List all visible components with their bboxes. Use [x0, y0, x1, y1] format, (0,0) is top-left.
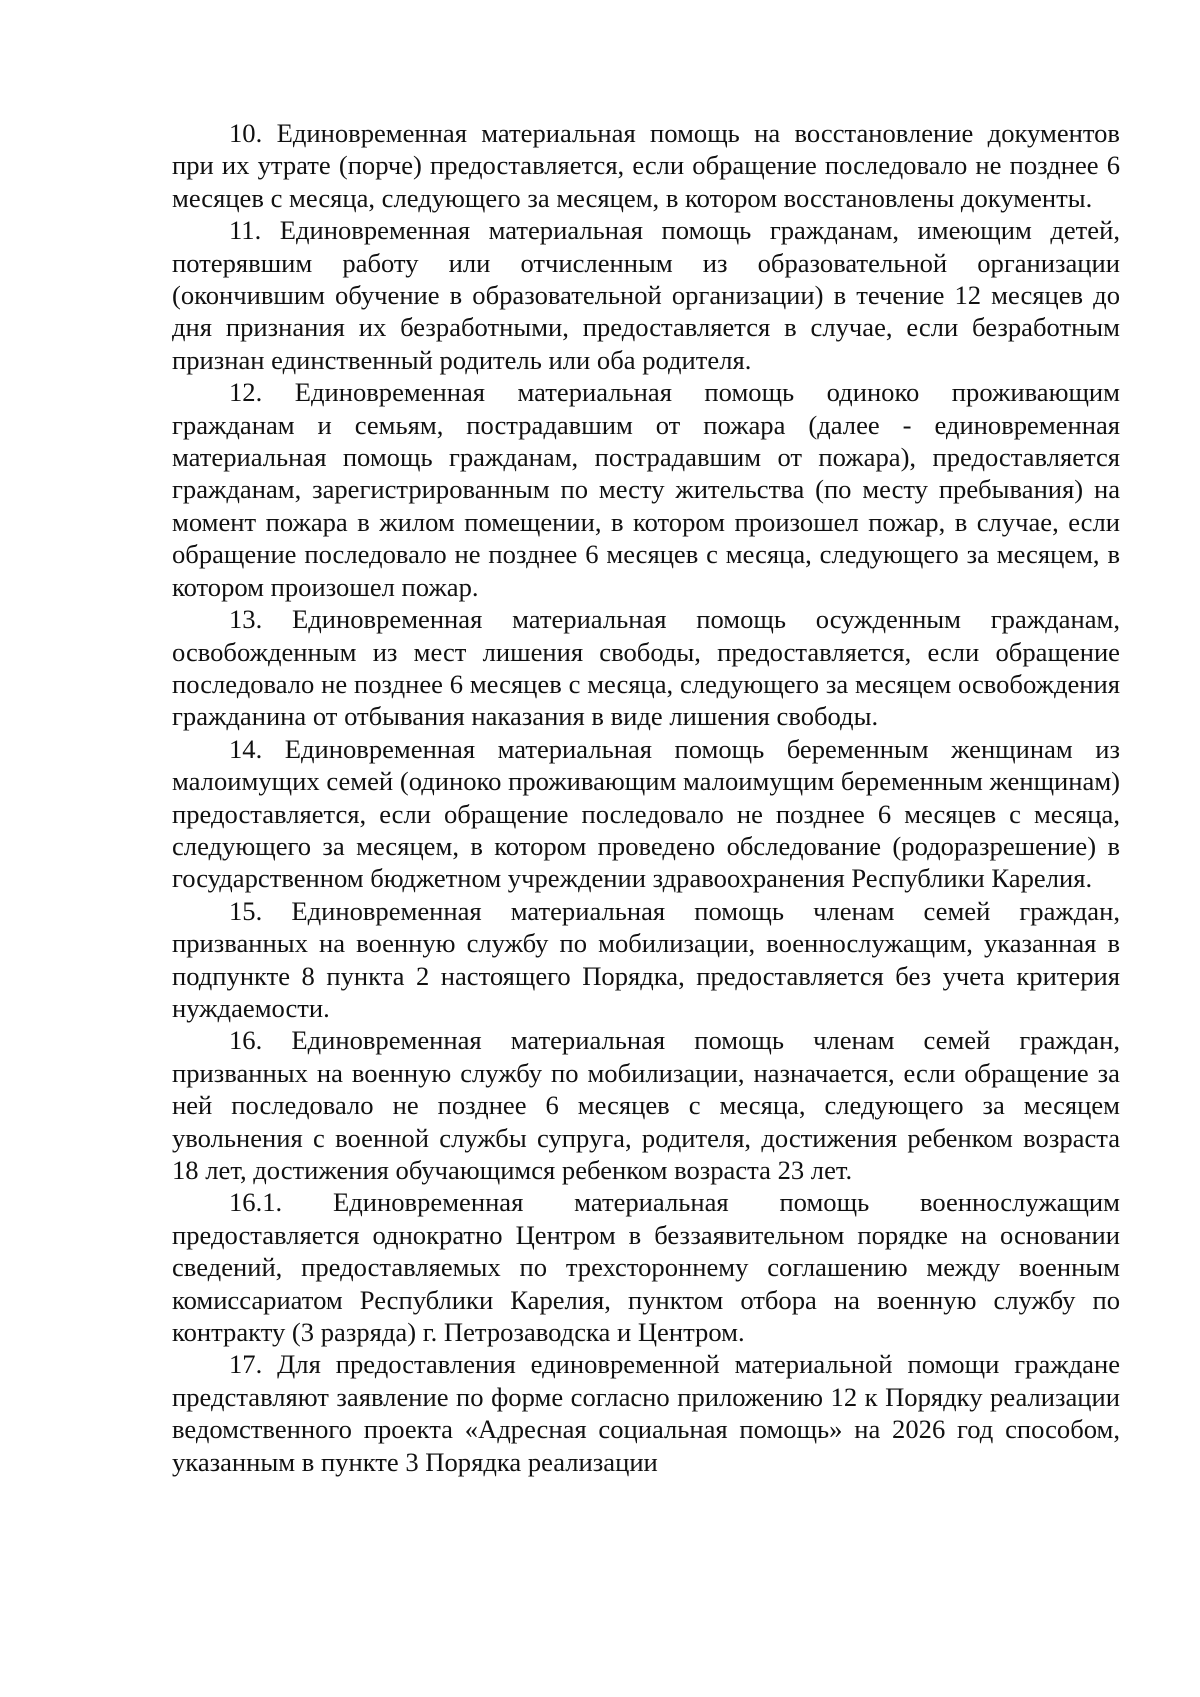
paragraph-13: 13. Единовременная материальная помощь осужденным гражданам, освобожденным из мест лишения свободы, предоставляется, если обращение последовало не позднее 6 месяцев с месяца, следующего за месяцем освобождения гражданина от отбывания наказания в виде лишения свободы. [172, 604, 1120, 732]
paragraph-16-1: 16.1. Единовременная материальная помощь военнослужащим предоставляется однократно Центром в беззаявительном порядке на основании сведений, предоставляемых по трехстороннему соглашению между военным комиссариатом Республики Карелия, пунктом отбора на военную службу по контракту (3 разряда) г. Петрозаводска и Центром. [172, 1187, 1120, 1348]
paragraph-17: 17. Для предоставления единовременной материальной помощи граждане представляют заявление по форме согласно приложению 12 к Порядку реализации ведомственного проекта «Адресная социальная помощь» на 2026 год способом, указанным в пункте 3 Порядка реализации [172, 1349, 1120, 1477]
paragraph-11: 11. Единовременная материальная помощь гражданам, имеющим детей, потерявшим работу или отчисленным из образовательной организации (окончившим обучение в образовательной организации) в течение 12 месяцев до дня признания их безработными, предоставляется в случае, если безработным признан единственный родитель или оба родителя. [172, 215, 1120, 375]
paragraph-16: 16. Единовременная материальная помощь членам семей граждан, призванных на военную службу по мобилизации, назначается, если обращение за ней последовало не позднее 6 месяцев с месяца, следующего за месяцем увольнения с военной службы супруга, родителя, достижения ребенком возраста 18 лет, достижения обучающимся ребенком возраста 23 лет. [172, 1025, 1120, 1185]
paragraph-14: 14. Единовременная материальная помощь беременным женщинам из малоимущих семей (одиноко проживающим малоимущим беременным женщинам) предоставляется, если обращение последовало не позднее 6 месяцев с месяца, следующего за месяцем, в котором проведено обследование (родоразрешение) в государственном бюджетном учреждении здравоохранения Республики Карелия. [172, 733, 1120, 894]
document-page [172, 117, 1120, 1478]
paragraph-10: 10. Единовременная материальная помощь на восстановление документов при их утрате (порче) предоставляется, если обращение последовало не позднее 6 месяцев с месяца, следующего за месяцем, в котором восстановлены документы. [172, 118, 1120, 213]
paragraph-15: 15. Единовременная материальная помощь членам семей граждан, призванных на военную службу по мобилизации, военнослужащим, указанная в подпункте 8 пункта 2 настоящего Порядка, предоставляется без учета критерия нуждаемости. [172, 895, 1120, 1023]
paragraph-12: 12. Единовременная материальная помощь одиноко проживающим гражданам и семьям, пострадавшим от пожара (далее - единовременная материальная помощь гражданам, пострадавшим от пожара), предоставляется гражданам, зарегистрированным по месту жительства (по месту пребывания) на момент пожара в жилом помещении, в котором произошел пожар, в случае, если обращение последовало не позднее 6 месяцев с месяца, следующего за месяцем, в котором произошел пожар. [172, 377, 1120, 602]
